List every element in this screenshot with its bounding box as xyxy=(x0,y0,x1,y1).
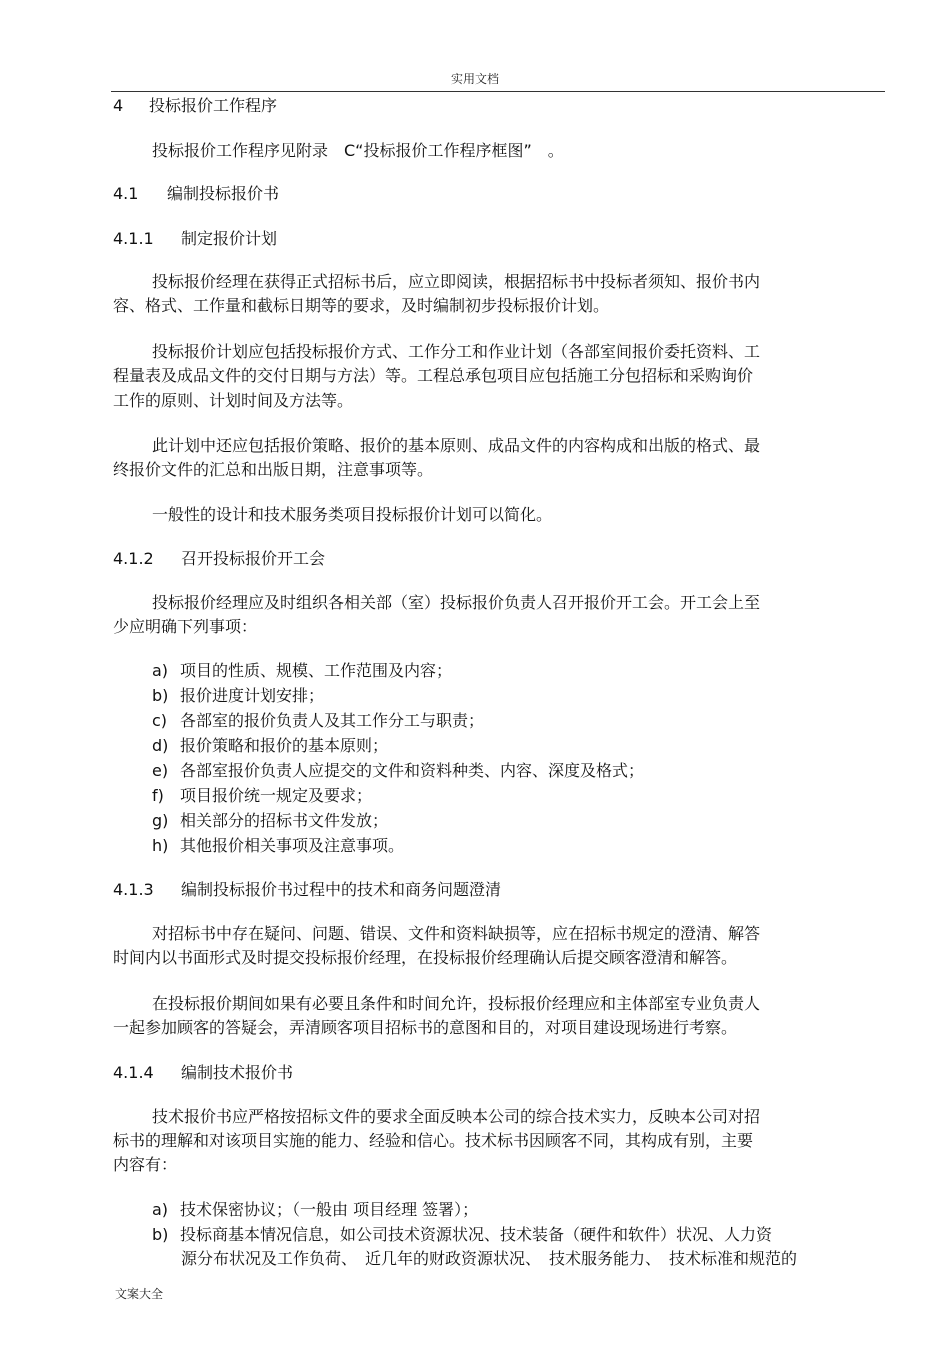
list-label: h) xyxy=(152,836,169,855)
section-number: 4.1.4 xyxy=(113,1063,154,1082)
paragraph-line: 此计划中还应包括报价策略、报价的基本原则、成品文件的内容构成和出版的格式、最 xyxy=(152,436,761,455)
page-header: 实用文档 xyxy=(450,72,499,86)
list-text: 相关部分的招标书文件发放； xyxy=(180,811,389,830)
header-rule xyxy=(111,91,885,92)
list-label: b) xyxy=(152,686,169,705)
list-label: d) xyxy=(152,736,169,755)
list-item xyxy=(152,686,324,706)
section-heading-4-1 xyxy=(113,184,279,204)
list-item xyxy=(152,786,372,806)
paragraph-line: 对招标书中存在疑问、问题、错误、文件和资料缺损等，应在招标书规定的澄清、解答 xyxy=(152,924,761,943)
list-text: 技术保密协议；（一般由 项目经理 签署）； xyxy=(180,1200,479,1219)
paragraph-line: 投标报价经理应及时组织各相关部（室）投标报价负责人召开报价开工会。开工会上至 xyxy=(152,593,761,612)
paragraph-line: 一起参加顾客的答疑会，弄清顾客项目招标书的意图和目的，对项目建设现场进行考察。 xyxy=(113,1018,738,1037)
section-title: 制定报价计划 xyxy=(181,229,278,248)
paragraph-line: 技术报价书应严格按招标文件的要求全面反映本公司的综合技术实力，反映本公司对招 xyxy=(152,1107,761,1126)
paragraph-line: 工作的原则、计划时间及方法等。 xyxy=(113,391,354,410)
list-label: g) xyxy=(152,811,169,830)
list-item xyxy=(152,761,644,781)
list-text: 各部室的报价负责人及其工作分工与职责； xyxy=(180,711,485,730)
paragraph-line: 投标报价计划应包括投标报价方式、工作分工和作业计划（各部室间报价委托资料、工 xyxy=(152,342,761,361)
page-footer: 文案大全 xyxy=(115,1287,164,1301)
list-item xyxy=(152,711,484,731)
paragraph-line: 终报价文件的汇总和出版日期，注意事项等。 xyxy=(113,460,434,479)
intro-paragraph: 投标报价工作程序见附录 C“投标报价工作程序框图” 。 xyxy=(152,141,564,160)
list-item-continuation: 源分布状况及工作负荷、 近几年的财政资源状况、 技术服务能力、 技术标准和规范的 xyxy=(181,1249,798,1268)
paragraph-line: 一般性的设计和技术服务类项目投标报价计划可以简化。 xyxy=(152,505,553,524)
list-label: a) xyxy=(152,1200,169,1219)
paragraph-line: 程量表及成品文件的交付日期与方法）等。工程总承包项目应包括施工分包招标和采购询价 xyxy=(113,366,754,385)
list-text: 报价策略和报价的基本原则； xyxy=(180,736,389,755)
list-text: 投标商基本情况信息，如公司技术资源状况、技术装备（硬件和软件）状况、人力资 xyxy=(180,1225,773,1244)
list-text: 各部室报价负责人应提交的文件和资料种类、内容、深度及格式； xyxy=(180,761,645,780)
section-title: 编制技术报价书 xyxy=(181,1063,294,1082)
list-label: b) xyxy=(152,1225,169,1244)
paragraph-line: 投标报价经理在获得正式招标书后，应立即阅读，根据招标书中投标者须知、报价书内 xyxy=(152,272,761,291)
list-text: 项目的性质、规模、工作范围及内容； xyxy=(180,661,453,680)
section-number: 4.1.3 xyxy=(113,880,154,899)
list-label: c) xyxy=(152,711,168,730)
list-item xyxy=(152,836,404,856)
section-number: 4.1.1 xyxy=(113,229,154,248)
section-title: 编制投标报价书 xyxy=(167,184,280,203)
list-item xyxy=(152,661,452,681)
list-label: a) xyxy=(152,661,169,680)
paragraph-line: 容、格式、工作量和截标日期等的要求，及时编制初步投标报价计划。 xyxy=(113,296,610,315)
paragraph-line: 在投标报价期间如果有必要且条件和时间允许，投标报价经理应和主体部室专业负责人 xyxy=(152,994,761,1013)
section-number: 4 xyxy=(113,96,124,115)
paragraph-line: 内容有： xyxy=(113,1155,178,1174)
paragraph-line: 标书的理解和对该项目实施的能力、经验和信心。技术标书因顾客不同，其构成有别，主要 xyxy=(113,1131,754,1150)
section-heading-4 xyxy=(113,96,277,116)
section-title: 投标报价工作程序 xyxy=(149,96,278,115)
section-number: 4.1 xyxy=(113,184,139,203)
list-item xyxy=(152,1225,772,1245)
section-title: 召开投标报价开工会 xyxy=(181,549,326,568)
section-title: 编制投标报价书过程中的技术和商务问题澄清 xyxy=(181,880,502,899)
list-text: 报价进度计划安排； xyxy=(180,686,325,705)
section-heading-4-1-2 xyxy=(113,549,325,569)
section-heading-4-1-1 xyxy=(113,229,277,249)
section-heading-4-1-3 xyxy=(113,880,501,900)
list-item xyxy=(152,1200,478,1220)
list-label: f) xyxy=(152,786,164,805)
list-text: 其他报价相关事项及注意事项。 xyxy=(180,836,405,855)
list-item xyxy=(152,811,388,831)
list-item xyxy=(152,736,388,756)
section-number: 4.1.2 xyxy=(113,549,154,568)
section-heading-4-1-4 xyxy=(113,1063,293,1083)
paragraph-line: 时间内以书面形式及时提交投标报价经理，在投标报价经理确认后提交顾客澄清和解答。 xyxy=(113,948,738,967)
list-text: 项目报价统一规定及要求； xyxy=(180,786,373,805)
paragraph-line: 少应明确下列事项： xyxy=(113,617,258,636)
list-label: e) xyxy=(152,761,169,780)
